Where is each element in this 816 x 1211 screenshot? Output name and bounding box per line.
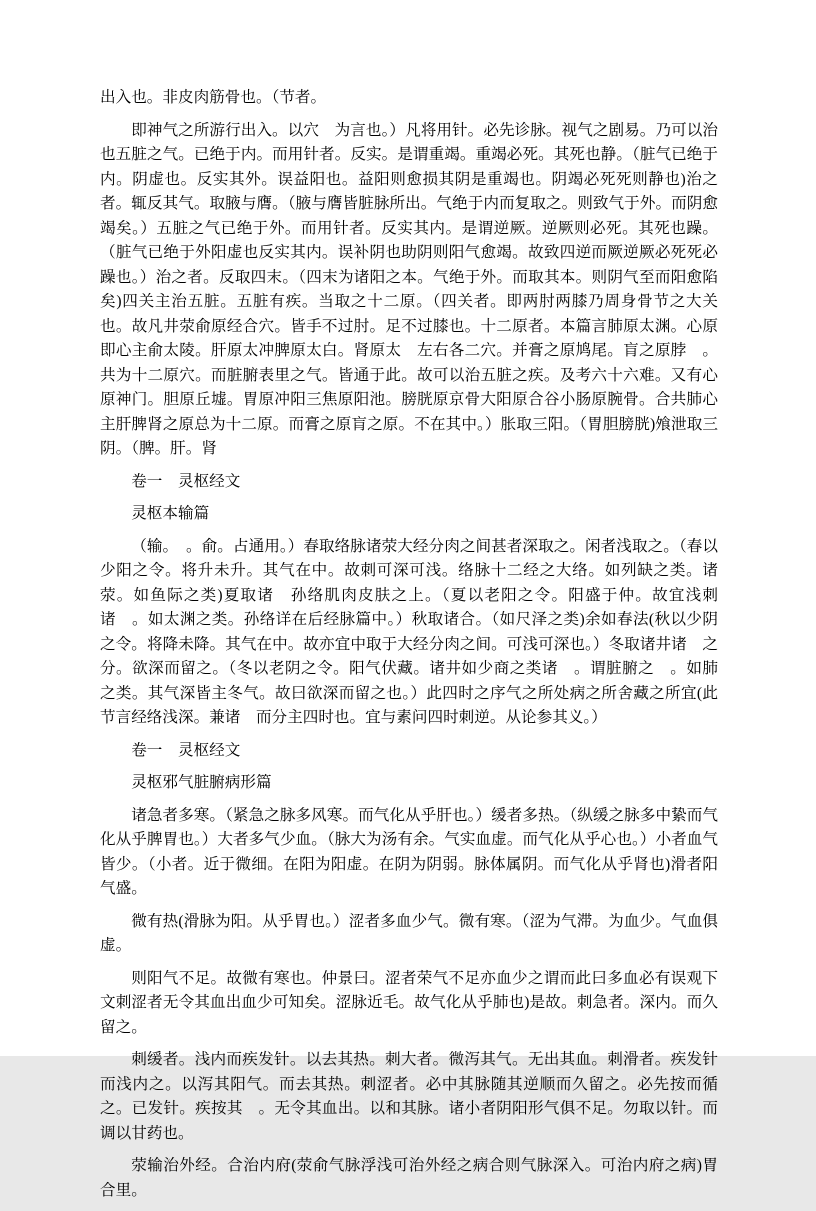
paragraph: 诸急者多寒。（紧急之脉多风寒。而气化从乎肝也。）缓者多热。（纵缓之脉多中絷而气化从乎脾胃也。）大者多气少血。（脉大为汤有余。气实血虚。而气化从乎心也。）小者血气皆少。（小者。近于微细。在阳为阳虚。在阴为阴弱。脉体属阴。而气化从乎肾也)滑者阳气盛。	[100, 806, 718, 897]
text-content	[100, 86, 734, 1211]
paragraph: 微有热(滑脉为阳。从乎胃也。）涩者多血少气。微有寒。（涩为气滞。为血少。气血俱虚。	[100, 912, 718, 954]
paragraph: 即神气之所游行出入。以穴 为言也。）凡将用针。必先诊脉。视气之剧易。乃可以治也五脏之气。已绝于内。而用针者。反实。是谓重竭。重竭必死。其死也静。（脏气已绝于内。阴虚也。反实其外。误益阳也。益阳则愈损其阴是重竭也。阴竭必死死则静也)治之者。辄反其气。取腋与膺。（腋与膺皆脏脉所出。气绝于内而复取之。则致气于外。而阴愈竭矣。）五脏之气已绝于外。而用针者。反实其内。是谓逆厥。逆厥则必死。其死也躁。（脏气已绝于外阳虚也反实其内。误补阴也助阴则阳气愈竭。故致四逆而厥逆厥必死死必躁也。）治之者。反取四末。（四末为诸阳之本。气绝于外。而取其本。则阴气至而阳愈陷矣)四关主治五脏。五脏有疾。当取之十二原。（四关者。即两肘两膝乃周身骨节之大关也。故凡井荥俞原经合穴。皆手不过肘。足不过膝也。十二原者。本篇言肺原太渊。心原即心主俞太陵。肝原太冲脾原太白。肾原太 左右各二穴。并膏之原鸠尾。肓之原脖 。共为十二原穴。而脏腑表里之气。皆通于此。故可以治五脏之疾。及考六十六难。又有心原神门。胆原丘墟。胃原冲阳三焦原阳池。膀胱原京骨大阳原合谷小肠原腕骨。合共肺心主肝脾肾之原总为十二原。而膏之原肓之原。不在其中。）胀取三阳。（胃胆膀胱)飧泄取三阴。（脾。肝。肾	[100, 121, 718, 457]
section-heading-volume: 卷一 灵枢经文	[131, 472, 241, 490]
paragraph: 则阳气不足。故微有寒也。仲景曰。涩者荣气不足亦血少之谓而此曰多血必有误观下文刺涩者无令其血出血少可知矣。涩脉近毛。故气化从乎肺也)是故。刺急者。深内。而久留之。	[100, 969, 718, 1036]
paragraph: 刺缓者。浅内而疾发针。以去其热。刺大者。微泻其气。无出其血。刺滑者。疾发针而浅内之。以泻其阳气。而去其热。刺涩者。必中其脉随其逆顺而久留之。必先按而循之。已发针。疾按其 。无令其血出。以和其脉。诸小者阴阳形气俱不足。勿取以针。而调以甘药也。	[100, 1051, 718, 1142]
paragraph: 荥输治外经。合治内府(荥俞气脉浮浅可治外经之病合则气脉深入。可治内府之病)胃合里。	[100, 1157, 718, 1199]
section-heading-chapter: 灵枢邪气脏腑病形篇	[131, 774, 272, 791]
section-heading-chapter: 灵枢本输篇	[131, 505, 210, 522]
paragraph: （输。 。俞。占通用。）春取络脉诸荥大经分肉之间甚者深取之。闲者浅取之。（春以少阳之令。将升未升。其气在中。故刺可深可浅。络脉十二经之大络。如列缺之类。诸荥。如鱼际之类)夏取诸 孙络肌肉皮肤之上。（夏以老阳之令。阳盛于仲。故宜浅刺诸 。如太渊之类。孙络详在后经脉篇中。）秋取诸合。（如尺泽之类)余如春法(秋以少阴之令。将降未降。其气在中。故亦宜中取于大经分肉之间。可浅可深也。）冬取诸井诸 之分。欲深而留之。（冬以老阴之令。阳气伏藏。诸井如少商之类诸 。谓脏腑之 。如肺 之类。其气深皆主冬气。故曰欲深而留之也。）此四时之序气之所处病之所舍藏之所宜(此节言经络浅深。兼诸 而分主四时也。宜与素问四时刺逆。从论参其义。）	[100, 537, 734, 726]
paragraph-continuation: 出入也。非皮肉筋骨也。（节者。	[100, 89, 327, 106]
section-heading-volume: 卷一 灵枢经文	[131, 741, 241, 759]
